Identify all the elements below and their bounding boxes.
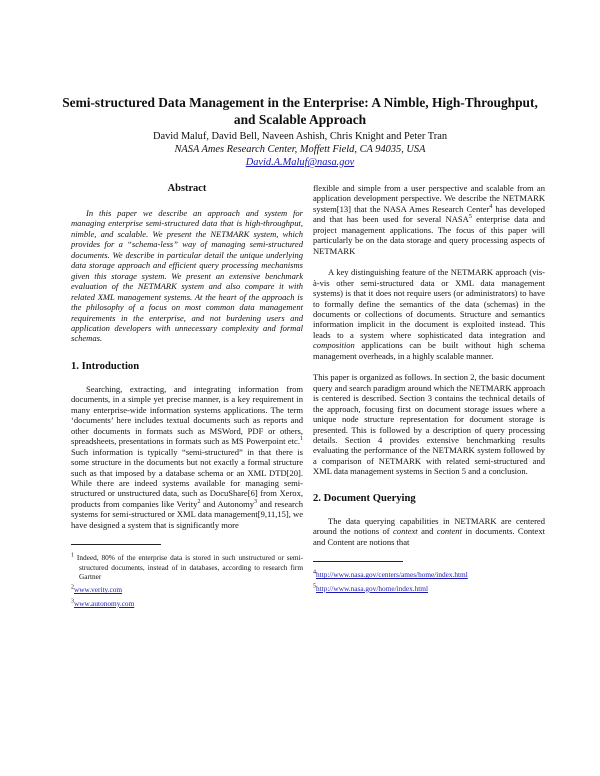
body-paragraph: flexible and simple from a user perspective and scalable from an application development perspective. We describe the NETMARK system[13] that the NASA Ames Research Center$^4$ has developed and that has been used for several NASA$^5$ enterprise data and project management applications. The focus of this paper will particularly be on the data storage and query processing aspects of NETMARK [313,183,545,256]
footnote-5: $^5$http://www.nasa.gov/home/index.html [313,583,429,593]
footnote-ref: 5 [468,214,472,221]
body-paragraph: The data querying capabilities in NETMARK are centered around the notions of context and content in documents. Context and Content are notions that [313,515,545,547]
affiliation: NASA Ames Research Center, Moffett Field, CA 94035, USA [174,144,426,155]
paper-header [60,95,540,169]
abstract-text: In this paper we describe an approach and system for managing enterprise semi-structured data that is high-throughput, nimble, and scalable. We present the NETMARK system, which provides for a “schema-less” way of managing semi-structured documents. We describe in particular detail the unique underlying data storage approach and efficient query processing mechanisms given this storage system. We present an extensive benchmark evaluation of the NETMARK system and also compare it with related XML management systems. At the heart of the approach is the philosophy of a focus on most common data management requirements in the enterprise, and not burdening users and application developers with unnecessary complexity and formal schemas. [71,208,303,344]
intro-paragraph: Searching, extracting, and integrating information from documents, in a simple yet precise manner, is a key requirement in many enterprise-wide information systems applications. The term ‘documents’ here includes textual documents such as reports and other documents in formats such as MSWord, PDF or others, spreadsheets, presentations in formats such as MS Powerpoint etc.$^1$ Such information is typically “semi-structured” in that there is some structure in the documents but not exactly a formal structure such as that imposed by a database schema or an XML DTD[20]. While there are indeed systems available for managing semi-structured or unstructured data, such as DocuShare[6] from Xerox, products from companies like Verity$^2$ and Autonomy$^3$ and research systems for semi-structured or XML data management[9,11,15], we have designed a system that is significantly more [71,383,303,530]
paper-title: Semi-structured Data Management in the Enterprise: A Nimble, High-Throughput, and Scalable Approach [62,95,538,127]
body-paragraph: A key distinguishing feature of the NETMARK approach (vis-à-vis other semi-structured data or XML data management systems) is that it does not require users (or administrators) to have to formally define the semantics of the data (schemas) in the documents or collections of documents. Structure and semantics information implicit in the document is exploited instead. This leads to a system where sophisticated data integration and composition applications can be built without high schema management overheads, in a highly scalable manner. [313,267,545,361]
author-list: David Maluf, David Bell, Naveen Ashish, Chris Knight and Peter Tran [152,131,448,142]
footnote-link-autonomy[interactable]: www.autonomy.com [74,598,135,608]
author-email-link[interactable]: David.A.Maluf@nasa.gov [245,157,355,168]
section-heading-document-querying: 2. Document Querying [313,492,416,504]
left-column [71,183,303,608]
body-paragraph: This paper is organized as follows. In section 2, the basic document query and search paradigm around which the NETMARK approach is centered is described. Section 3 contains the technical details of the approach, focusing first on document storage issues where a unique node structure representation for document storage is presented. This is followed by a description of query processing details. Section 4 provides extensive benchmarking results evaluating the performance of the NETMARK system followed by a comparison of NETMARK with related semi-structured and XML data management systems in Section 5 and a conclusion. [313,372,545,477]
footnote-link-nasa-ames[interactable]: http://www.nasa.gov/centers/ames/home/index.html [316,570,468,580]
abstract-heading: Abstract [167,183,207,194]
footnote-link-nasa-home[interactable]: http://www.nasa.gov/home/index.html [316,583,429,593]
footnote-link-verity[interactable]: www.verity.com [74,585,123,595]
footnote-1: $^1$ Indeed, 80% of the enterprise data is stored in such unstructured or semi-structured documents, instead of in databases, according to research firm Gartner [71,552,303,582]
footnote-2: $^2$www.verity.com [71,585,123,595]
section-heading-introduction: 1. Introduction [71,360,140,372]
footnote-divider [313,561,403,562]
footnote-4: $^4$http://www.nasa.gov/centers/ames/home/index.html [313,569,468,580]
footnote-ref: 2 [197,499,201,506]
right-column [313,183,545,593]
footnote-ref: 1 [300,436,303,443]
footnote-divider [71,544,161,545]
footnote-ref: 4 [489,204,493,211]
footnote-ref: 3 [254,499,258,506]
footnote-3: $^3$www.autonomy.com [71,598,135,608]
